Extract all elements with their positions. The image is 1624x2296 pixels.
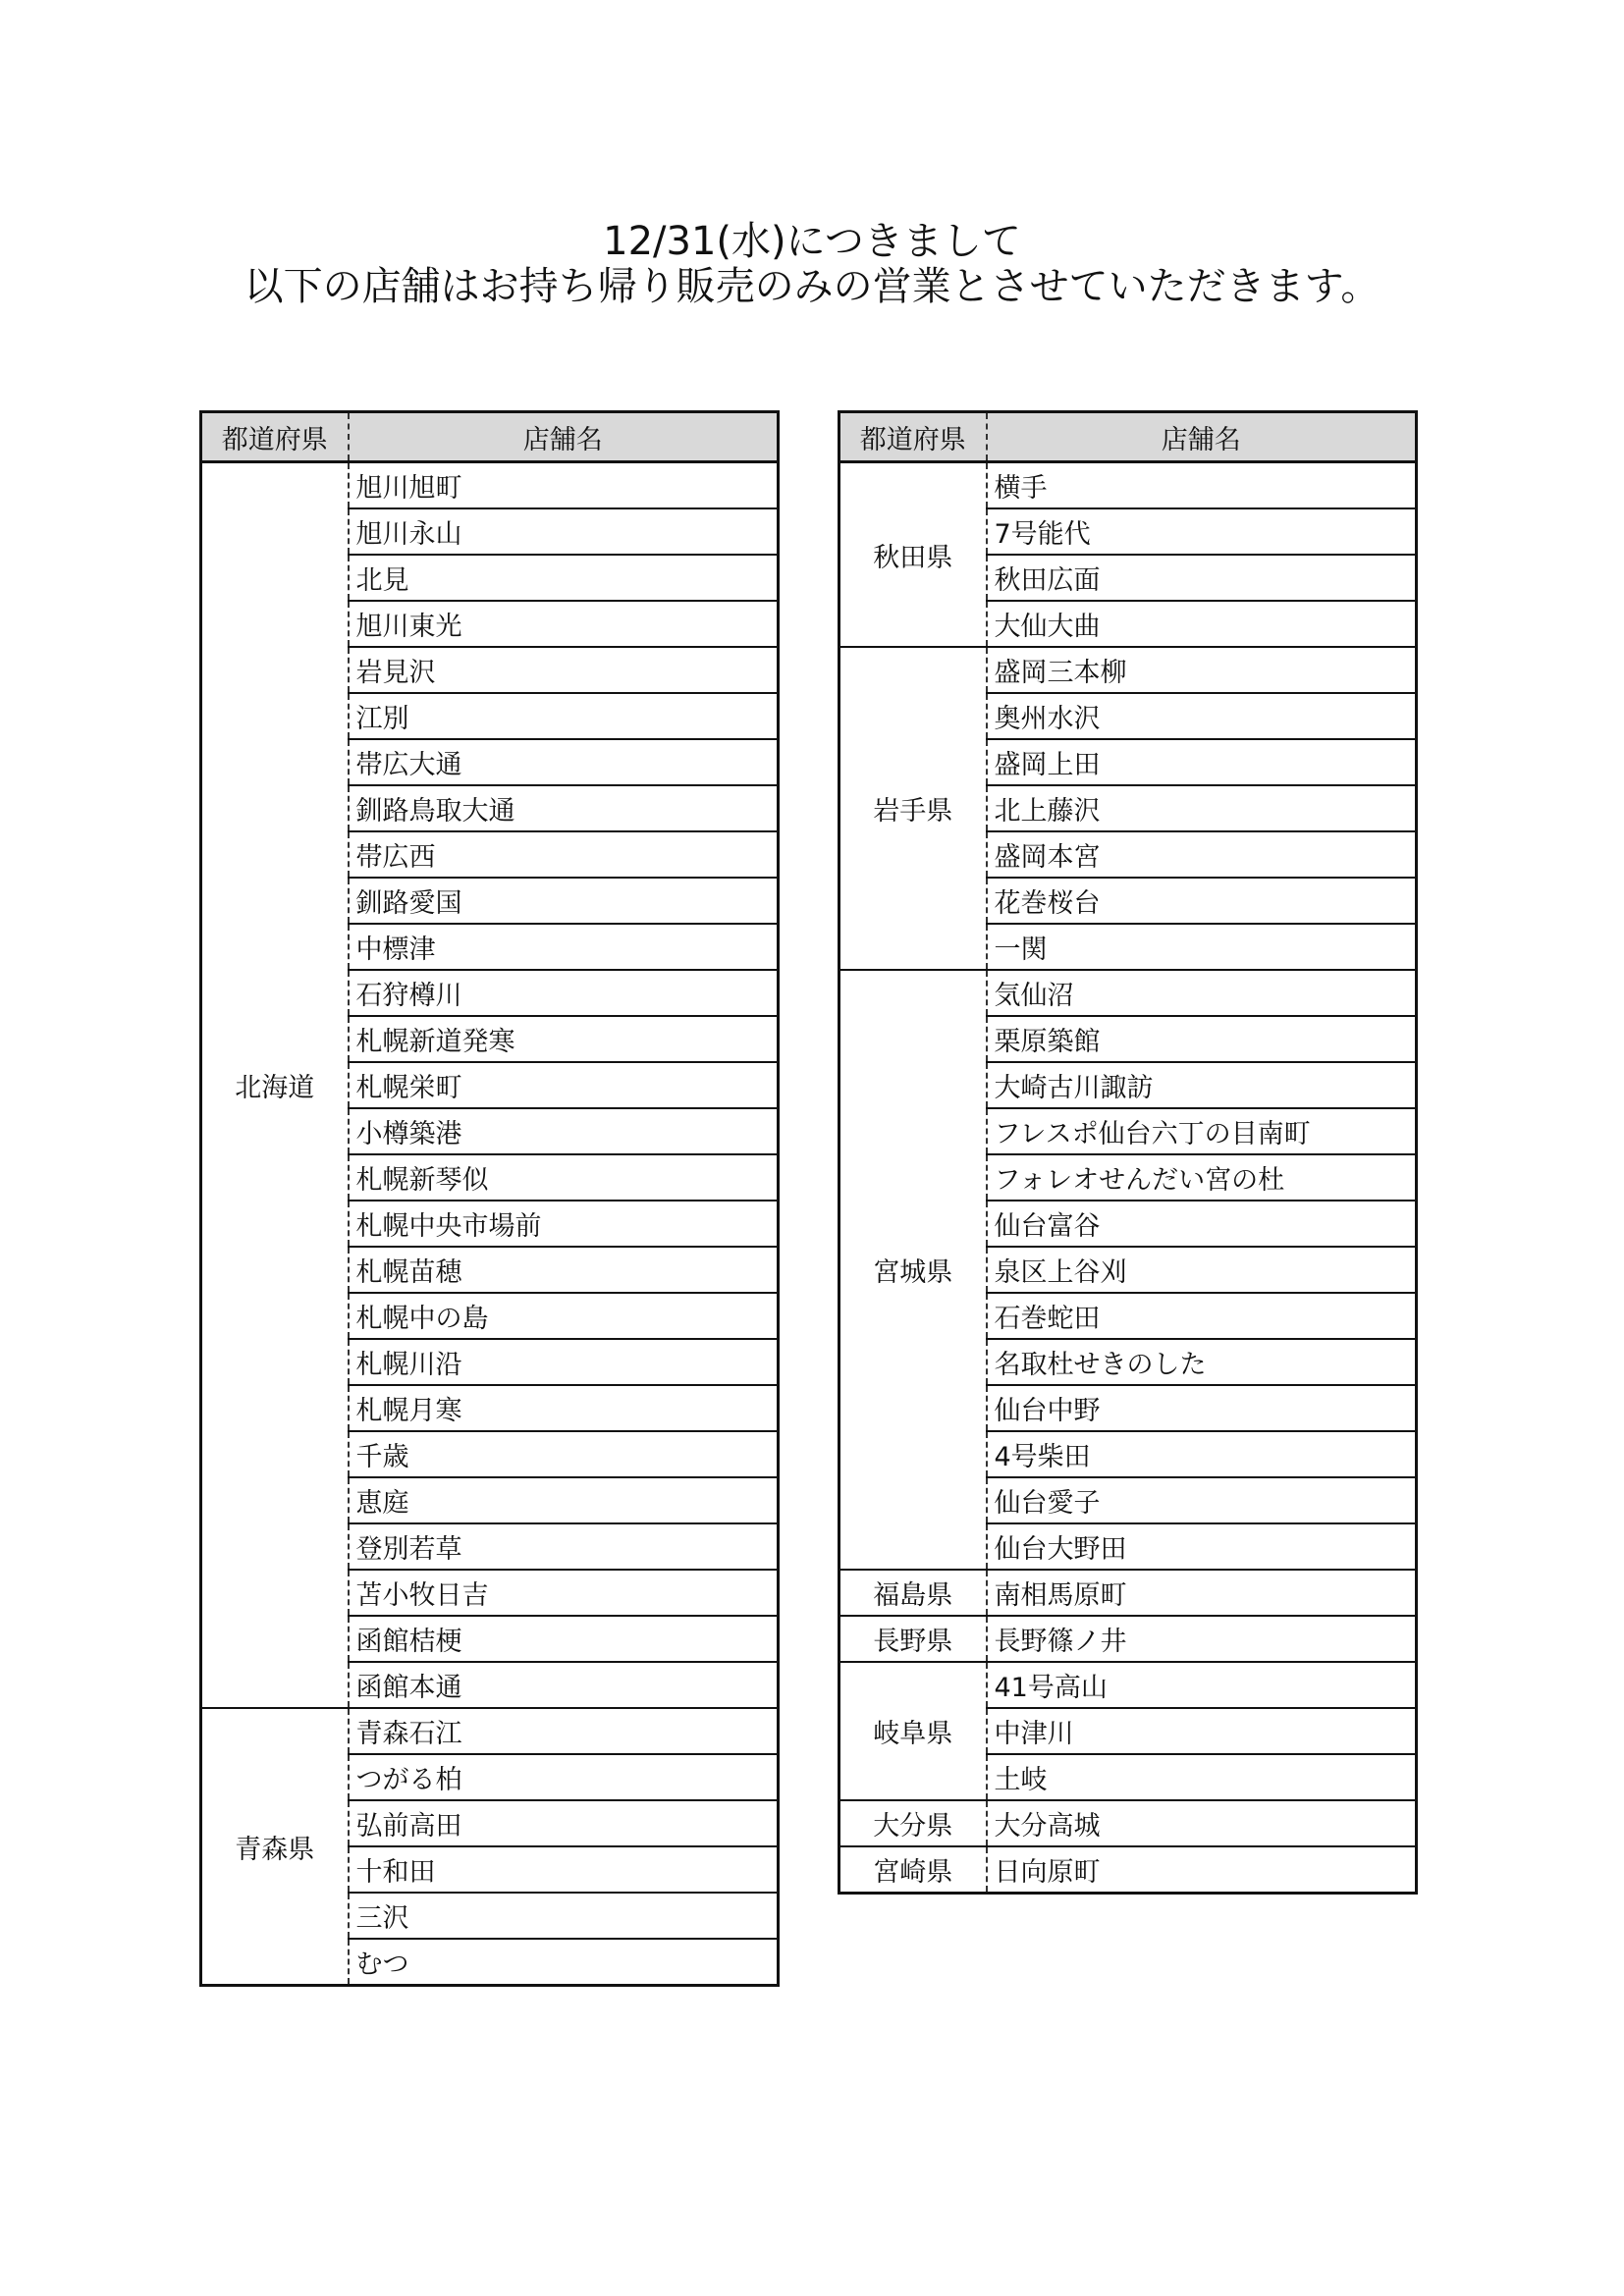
store-name-cell: 4号柴田: [987, 1431, 1417, 1477]
store-name-cell: 弘前高田: [349, 1800, 779, 1846]
store-name-cell: 釧路愛国: [349, 878, 779, 924]
store-name-cell: 7号能代: [987, 508, 1417, 555]
prefecture-cell: 大分県: [839, 1800, 987, 1846]
store-name-cell: フォレオせんだい宮の杜: [987, 1154, 1417, 1201]
table-row: [201, 1708, 779, 1754]
prefecture-cell: 長野県: [839, 1616, 987, 1662]
table-body: [201, 462, 779, 1986]
store-name-cell: 札幌中央市場前: [349, 1201, 779, 1247]
prefecture-cell: 岐阜県: [839, 1662, 987, 1800]
header-prefecture: 都道府県: [201, 412, 349, 462]
store-name-cell: 石狩樽川: [349, 970, 779, 1016]
prefecture-cell: 岩手県: [839, 647, 987, 970]
store-name-cell: 石巻蛇田: [987, 1293, 1417, 1339]
table-body: [839, 462, 1417, 1894]
header-store: 店舗名: [349, 412, 779, 462]
store-name-cell: 日向原町: [994, 1857, 1101, 1888]
store-name-cell: 十和田: [349, 1846, 779, 1893]
store-name-cell: 名取杜せきのした: [987, 1339, 1417, 1385]
store-name-cell: 札幌新道発寒: [349, 1016, 779, 1062]
store-name-cell: 花巻桜台: [987, 878, 1417, 924]
header-prefecture: 都道府県: [839, 412, 987, 462]
store-name-cell: 仙台愛子: [987, 1477, 1417, 1523]
table-row: [201, 462, 779, 509]
store-name-cell: 土岐: [987, 1754, 1417, 1800]
store-name-cell: 函館桔梗: [349, 1616, 779, 1662]
store-name-cell: 旭川旭町: [349, 462, 779, 509]
store-name-cell: フレスポ仙台六丁の目南町: [987, 1108, 1417, 1154]
store-name-cell: 仙台富谷: [987, 1201, 1417, 1247]
store-name-cell: 札幌苗穂: [349, 1247, 779, 1293]
store-name-cell: 三沢: [349, 1893, 779, 1939]
store-name-cell: 横手: [987, 462, 1417, 509]
store-name-cell: 釧路鳥取大通: [349, 785, 779, 831]
store-name-cell: 41号高山: [987, 1662, 1417, 1708]
store-name-cell: 北上藤沢: [987, 785, 1417, 831]
store-name-cell: 札幌栄町: [349, 1062, 779, 1108]
store-name-cell: 旭川東光: [349, 601, 779, 647]
prefecture-cell: 福島県: [839, 1570, 987, 1616]
store-name-cell: むつ: [355, 1949, 409, 1980]
table-row: [839, 647, 1417, 693]
store-name-cell: 札幌中の島: [349, 1293, 779, 1339]
store-name-cell: 札幌新琴似: [349, 1154, 779, 1201]
store-name-cell: 小樽築港: [349, 1108, 779, 1154]
prefecture-cell: 宮城県: [839, 970, 987, 1570]
table-header-row: [201, 412, 779, 462]
table-header-row: [839, 412, 1417, 462]
store-name-cell: 北見: [349, 555, 779, 601]
store-name-cell: 仙台中野: [987, 1385, 1417, 1431]
store-name-cell: 中津川: [987, 1708, 1417, 1754]
store-name-cell: 奥州水沢: [987, 693, 1417, 739]
notice-title-line1: 12/31(水)につきまして: [603, 219, 1021, 264]
store-name-cell: 中標津: [349, 924, 779, 970]
store-table-left: [199, 410, 780, 1987]
table-row: [839, 1846, 1417, 1894]
store-name-cell: 札幌川沿: [349, 1339, 779, 1385]
store-name-cell: 札幌月寒: [349, 1385, 779, 1431]
table-row: [839, 970, 1417, 1016]
store-name-cell: 苫小牧日吉: [349, 1570, 779, 1616]
store-name-cell: 盛岡三本柳: [987, 647, 1417, 693]
store-name-cell: 恵庭: [349, 1477, 779, 1523]
prefecture-cell: 秋田県: [839, 462, 987, 648]
store-name-cell: 登別若草: [349, 1523, 779, 1570]
prefecture-cell: 青森県: [201, 1708, 349, 1986]
store-name-cell: 盛岡上田: [987, 739, 1417, 785]
store-name-cell: 泉区上谷刈: [987, 1247, 1417, 1293]
store-name-cell: 旭川永山: [349, 508, 779, 555]
store-name-cell: 大仙大曲: [987, 601, 1417, 647]
store-name-cell: 千歳: [349, 1431, 779, 1477]
prefecture-cell: 北海道: [201, 462, 349, 1709]
store-name-cell: 栗原築館: [987, 1016, 1417, 1062]
store-name-cell: 青森石江: [349, 1708, 779, 1754]
store-name-cell: 長野篠ノ井: [987, 1616, 1417, 1662]
store-name-cell: 仙台大野田: [987, 1523, 1417, 1570]
store-name-cell: 函館本通: [349, 1662, 779, 1708]
store-name-cell: 大崎古川諏訪: [987, 1062, 1417, 1108]
store-name-cell: 帯広西: [349, 831, 779, 878]
store-name-cell: 帯広大通: [349, 739, 779, 785]
table-row: [839, 1662, 1417, 1708]
table-row: [839, 1570, 1417, 1616]
table-row: [839, 462, 1417, 509]
notice-title-line2: 以下の店舗はお持ち帰り販売のみの営業とさせていただきます。: [244, 264, 1380, 309]
store-name-cell: 盛岡本宮: [987, 831, 1417, 878]
store-name-cell: 岩見沢: [349, 647, 779, 693]
store-name-cell: つがる柏: [349, 1754, 779, 1800]
store-name-cell: 南相馬原町: [987, 1570, 1417, 1616]
store-table-right: [838, 410, 1418, 1895]
header-store: 店舗名: [987, 412, 1417, 462]
store-name-cell: 大分高城: [987, 1800, 1417, 1846]
prefecture-cell: 宮崎県: [839, 1846, 987, 1894]
table-row: [839, 1616, 1417, 1662]
store-name-cell: 気仙沼: [987, 970, 1417, 1016]
store-name-cell: 一関: [987, 924, 1417, 970]
table-row: [839, 1800, 1417, 1846]
store-name-cell: 江別: [349, 693, 779, 739]
store-name-cell: 秋田広面: [987, 555, 1417, 601]
